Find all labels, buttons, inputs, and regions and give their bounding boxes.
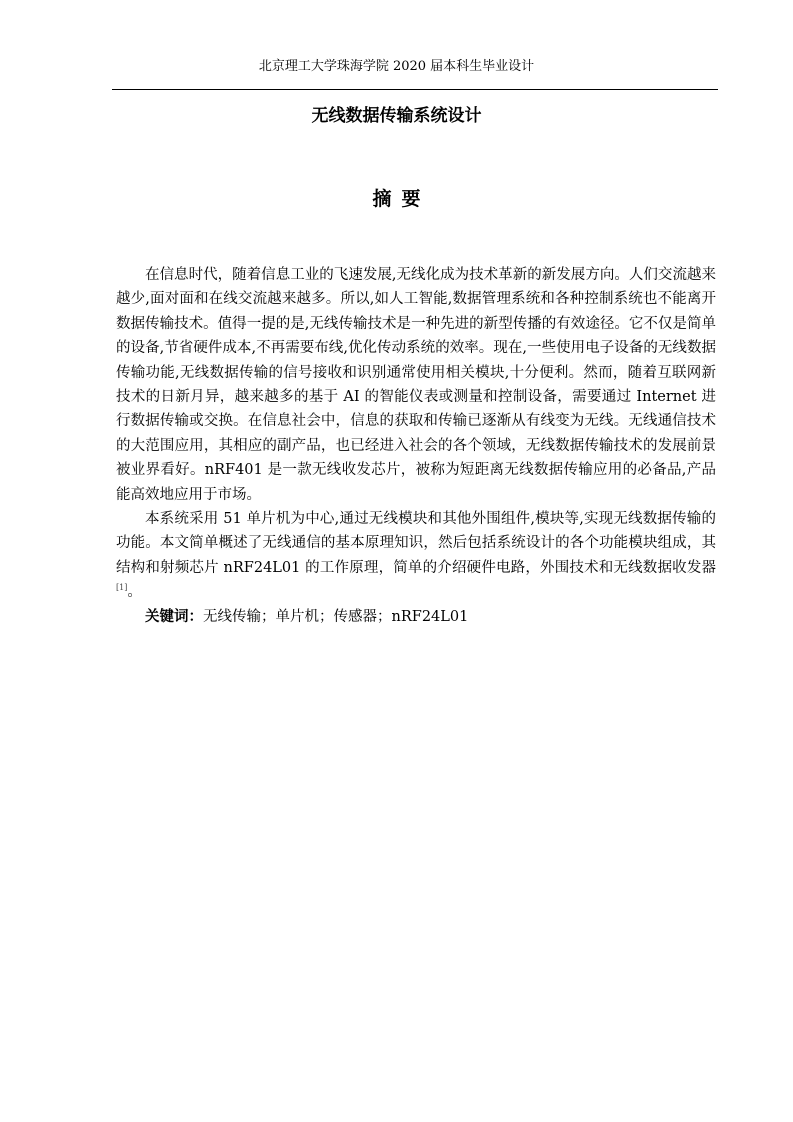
- abstract-heading-char-2: 要: [401, 188, 421, 210]
- abstract-heading-char-1: 摘: [372, 188, 392, 210]
- abstract-body: [116, 263, 716, 629]
- document-title: 无线数据传输系统设计: [311, 106, 482, 126]
- keywords-label: 关键词：: [145, 607, 203, 625]
- abstract-heading: [0, 186, 793, 212]
- reference-marker: [1]: [116, 583, 128, 593]
- keywords-line: [116, 605, 716, 629]
- abstract-paragraph-2: [116, 507, 716, 605]
- running-header: 北京理工大学珠海学院 2020 届本科生毕业设计: [258, 59, 535, 74]
- keywords-text: 无线传输；单片机；传感器；nRF24L01: [203, 608, 469, 625]
- abstract-paragraph-2-text: 本系统采用 51 单片机为中心,通过无线模块和其他外围组件,模块等,实现无线数据传输的功能。本文简单概述了无线通信的基本原理知识，然后包括系统设计的各个功能模块组成，其结构和射频芯片 nRF24L01 的工作原理，简单的介绍硬件电路，外围技术和无线数据收发器: [116, 511, 716, 576]
- header-divider: [112, 89, 718, 90]
- abstract-paragraph-2-end: 。: [127, 584, 142, 601]
- abstract-paragraph-1: 在信息时代，随着信息工业的飞速发展,无线化成为技术革新的新发展方向。人们交流越来越少,面对面和在线交流越来越多。所以,如人工智能,数据管理系统和各种控制系统也不能离开数据传输技术。值得一提的是,无线传输技术是一种先进的新型传播的有效途径。它不仅是简单的设备,节省硬件成本,不再需要布线,优化传动系统的效率。现在,一些使用电子设备的无线数据传输功能,无线数据传输的信号接收和识别通常使用相关模块,十分便利。然而，随着互联网新技术的日新月异，越来越多的基于 AI 的智能仪表或测量和控制设备，需要通过 Internet 进行数据传输或交换。在信息社会中，信息的获取和传输已逐渐从有线变为无线。无线通信技术的大范围应用，其相应的副产品，也已经进入社会的各个领域，无线数据传输技术的发展前景被业界看好。nRF401 是一款无线收发芯片，被称为短距离无线数据传输应用的必备品,产品能高效地应用于市场。: [116, 267, 716, 503]
